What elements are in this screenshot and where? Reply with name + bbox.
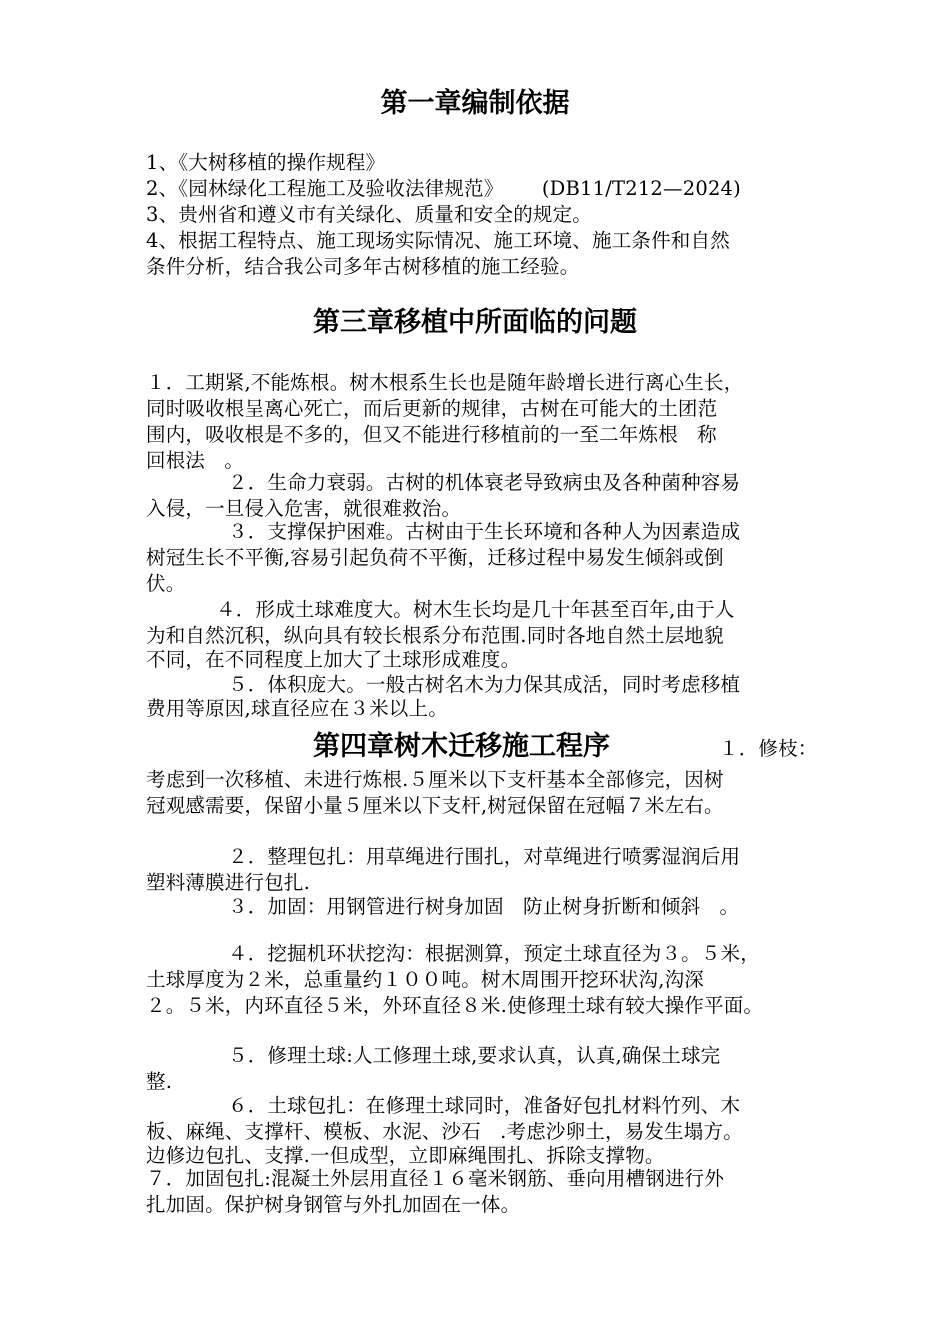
chapter1-line: 2、《园林绿化工程施工及验收法律规范》 (DB11/T212—2024)	[146, 177, 741, 200]
chapter1-line: 3、贵州省和遵义市有关绿化、质量和安全的规定。	[146, 203, 593, 226]
chapter3-line: 为和自然沉积，纵向具有较长根系分布范围.同时各地自然土层地貌	[146, 624, 724, 647]
chapter1-title: 第一章编制依据	[380, 88, 570, 119]
chapter4-line: ２。５米，内环直径５米，外环直径８米.使修理土球有较大操作平面。	[146, 994, 764, 1017]
chapter4-line: 冠观感需要，保留小量５厘米以下支杆,树冠保留在冠幅７米左右。	[146, 794, 724, 817]
chapter4-line: 整.	[146, 1070, 173, 1093]
chapter1-line: 1、《大树移植的操作规程》	[146, 151, 386, 174]
chapter3-line: 不同，在不同程度上加大了土球形成难度。	[146, 648, 521, 671]
chapter3-line: 费用等原因,球直径应在３米以上。	[146, 697, 448, 720]
chapter3-line: 围内，吸收根是不多的，但又不能进行移植前的一至二年炼根 称	[146, 423, 717, 446]
chapter4-line: ５．修理土球:人工修理土球,要求认真，认真,确保土球完	[228, 1044, 721, 1067]
chapter4-inline-item: １．修枝：	[719, 737, 818, 760]
chapter4-line: ６．土球包扎：在修理土球同时，准备好包扎材料竹列、木	[228, 1094, 741, 1117]
chapter3-line: 树冠生长不平衡,容易引起负荷不平衡，迁移过程中易发生倾斜或倒	[146, 546, 724, 569]
chapter4-line: ７．加固包扎:混凝土外层用直径１６毫米钢筋、垂向用槽钢进行外	[146, 1167, 725, 1190]
chapter3-line: ４．形成土球难度大。树木生长均是几十年甚至百年,由于人	[216, 598, 735, 621]
chapter3-line: １．工期紧,不能炼根。树木根系生长也是随年龄增长进行离心生长，	[146, 371, 744, 394]
chapter3-line: 入侵，一旦侵入危害，就很难救治。	[146, 497, 462, 520]
chapter1-line: 条件分析，结合我公司多年古树移植的施工经验。	[146, 255, 580, 278]
chapter4-line: ２．整理包扎：用草绳进行围扎，对草绳进行喷雾湿润后用	[228, 845, 741, 868]
chapter3-line: ５．体积庞大。一般古树名木为力保其成活，同时考虑移植	[228, 673, 741, 696]
chapter4-title: 第四章树木迁移施工程序	[313, 731, 610, 762]
chapter4-line: 土球厚度为２米，总重量约１００吨。树木周围开挖环状沟,沟深	[146, 968, 704, 991]
chapter1-line: 4、根据工程特点、施工现场实际情况、施工环境、施工条件和自然	[146, 229, 730, 252]
chapter4-line: 板、麻绳、支撑杆、模板、水泥、沙石 .考虑沙卵土，易发生塌方。	[146, 1120, 743, 1143]
chapter4-line: 扎加固。保护树身钢管与外扎加固在一体。	[146, 1193, 521, 1216]
chapter3-title: 第三章移植中所面临的问题	[313, 307, 637, 338]
chapter4-line: 考虑到一次移植、未进行炼根.５厘米以下支杆基本全部修完，因树	[146, 768, 724, 791]
chapter4-line: ３．加固：用钢管进行树身加固 防止树身折断和倾斜 。	[228, 895, 740, 918]
chapter4-line: ４．挖掘机环状挖沟：根据测算，预定土球直径为３。５米，	[228, 942, 760, 965]
chapter3-line: 伏。	[146, 572, 186, 595]
chapter3-line: 回根法 。	[146, 449, 244, 472]
chapter3-line: ３．支撑保护困难。古树由于生长环境和各种人为因素造成	[228, 520, 741, 543]
chapter3-line: 同时吸收根呈离心死亡，而后更新的规律，古树在可能大的土团范	[146, 397, 718, 420]
chapter4-line: 边修边包扎、支撑.一但成型，立即麻绳围扎、拆除支撑物。	[146, 1144, 665, 1167]
chapter3-line: ２．生命力衰弱。古树的机体衰老导致病虫及各种菌种容易	[228, 471, 741, 494]
chapter4-line: 塑料薄膜进行包扎.	[146, 871, 310, 894]
